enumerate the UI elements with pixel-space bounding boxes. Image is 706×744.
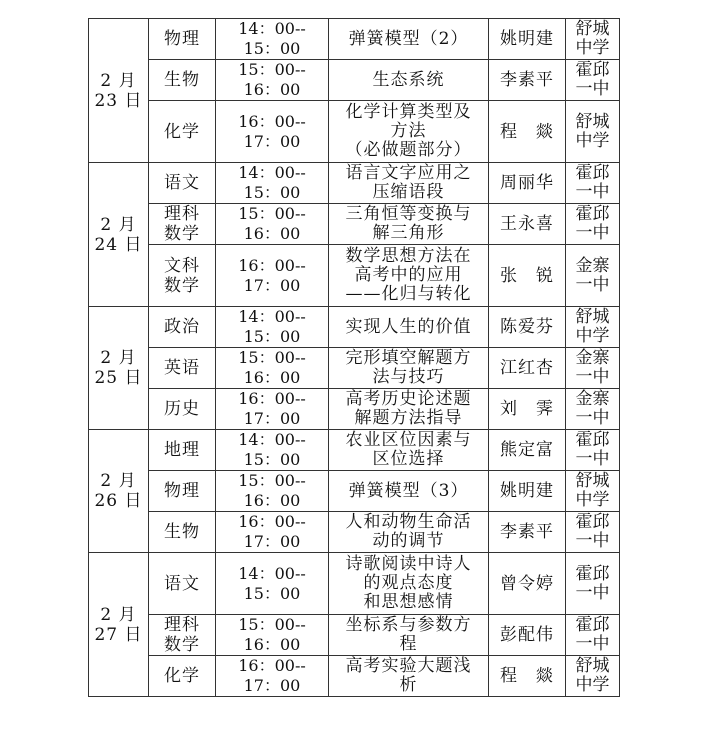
subject-line: 生物 [164, 70, 200, 90]
time-line: 17：00 [243, 131, 301, 151]
date-line: 2 月 [100, 604, 137, 625]
teacher-cell: 曾令婷 [489, 553, 566, 615]
teacher-cell: 程 燚 [489, 656, 566, 697]
time-line: 17：00 [243, 409, 301, 428]
time-line: 14：00-- [238, 19, 306, 38]
topic-line: 区位选择 [372, 449, 445, 469]
subject-cell [149, 348, 216, 389]
date-cell [89, 430, 149, 553]
time-line: 15：00-- [238, 204, 306, 223]
time-cell [216, 245, 329, 307]
time-line: 15：00-- [238, 348, 306, 367]
time-cell [216, 553, 329, 615]
subject-line: 物理 [164, 29, 200, 49]
school-line: 中学 [575, 38, 610, 58]
table-row [89, 163, 620, 204]
teacher-cell: 彭配伟 [489, 615, 566, 656]
time-line: 16：00 [243, 368, 301, 387]
table-row [89, 348, 620, 389]
school-cell [566, 101, 620, 163]
teacher-cell: 张 锐 [489, 245, 566, 307]
time-cell [216, 101, 329, 163]
school-line: 霍邱 [575, 60, 610, 80]
time-line: 15：00 [243, 39, 301, 58]
topic-line: 弹簧模型（2） [348, 28, 469, 49]
topic-line: （必做题部分） [345, 140, 472, 160]
topic-cell [329, 553, 489, 615]
time-line: 15：00-- [238, 60, 306, 79]
time-line: 16：00-- [238, 656, 306, 675]
schedule-table [88, 18, 620, 697]
topic-line: 高考中的应用 [354, 265, 463, 285]
time-line: 16：00-- [238, 389, 306, 408]
date-line: 27 日 [94, 624, 143, 645]
subject-line: 化学 [164, 666, 200, 686]
table-row [89, 307, 620, 348]
subject-line: 历史 [164, 399, 200, 419]
topic-line: 析 [399, 675, 418, 695]
school-cell [566, 471, 620, 512]
topic-cell [329, 19, 489, 60]
teacher-cell: 周丽华 [489, 163, 566, 204]
school-line: 霍邱 [575, 430, 610, 450]
topic-cell [329, 615, 489, 656]
school-line: 舒城 [575, 656, 610, 676]
topic-line: 动的调节 [372, 531, 445, 551]
table-row [89, 101, 620, 163]
date-cell [89, 307, 149, 430]
time-cell [216, 307, 329, 348]
time-line: 17：00 [243, 275, 301, 295]
time-line: 16：00-- [238, 512, 306, 531]
time-cell [216, 471, 329, 512]
teacher-cell: 李素平 [489, 60, 566, 101]
school-line: 一中 [575, 634, 610, 654]
topic-line: 弹簧模型（3） [348, 480, 469, 501]
time-line: 17：00 [243, 532, 301, 551]
topic-line: 生态系统 [372, 69, 445, 90]
school-line: 霍邱 [575, 615, 610, 635]
school-cell [566, 204, 620, 245]
topic-line: 人和动物生命活 [345, 512, 472, 532]
school-line: 一中 [575, 531, 610, 551]
school-cell [566, 163, 620, 204]
school-cell [566, 60, 620, 101]
topic-line: 完形填空解题方 [345, 348, 472, 368]
time-line: 16：00 [243, 491, 301, 510]
date-cell [89, 553, 149, 697]
subject-cell [149, 101, 216, 163]
subject-cell [149, 204, 216, 245]
school-cell [566, 245, 620, 307]
school-cell [566, 19, 620, 60]
date-line: 2 月 [100, 214, 137, 235]
topic-line: 坐标系与参数方 [345, 615, 472, 635]
school-line: 一中 [575, 582, 610, 603]
teacher-cell: 熊定富 [489, 430, 566, 471]
school-line: 霍邱 [575, 512, 610, 532]
time-line: 14：00-- [238, 307, 306, 326]
school-line: 霍邱 [575, 204, 610, 224]
table-row [89, 60, 620, 101]
date-line: 2 月 [100, 70, 137, 91]
table-row [89, 615, 620, 656]
topic-line: 高考实验大题浅 [345, 656, 472, 676]
topic-line: 语言文字应用之 [345, 163, 472, 183]
school-line: 中学 [575, 675, 610, 695]
time-line: 17：00 [243, 676, 301, 695]
teacher-cell: 李素平 [489, 512, 566, 553]
school-line: 中学 [575, 130, 610, 151]
table-row [89, 204, 620, 245]
topic-line: 数学思想方法在 [345, 246, 472, 266]
subject-cell [149, 512, 216, 553]
table-row [89, 471, 620, 512]
time-cell [216, 163, 329, 204]
subject-line: 理科 [164, 204, 200, 224]
subject-cell [149, 19, 216, 60]
school-line: 一中 [575, 408, 610, 428]
date-line: 26 日 [94, 491, 143, 511]
teacher-cell: 王永喜 [489, 204, 566, 245]
topic-line: 农业区位因素与 [345, 430, 472, 450]
teacher-cell: 程 燚 [489, 101, 566, 163]
subject-line: 化学 [164, 121, 200, 142]
time-cell [216, 615, 329, 656]
school-line: 金寨 [575, 348, 610, 368]
table-row [89, 430, 620, 471]
school-cell [566, 656, 620, 697]
table-row [89, 389, 620, 430]
school-line: 一中 [575, 182, 610, 202]
school-cell [566, 430, 620, 471]
teacher-cell: 江红杏 [489, 348, 566, 389]
topic-line: 压缩语段 [372, 182, 445, 202]
table-row [89, 19, 620, 60]
time-line: 14：00-- [238, 563, 306, 583]
school-cell [566, 553, 620, 615]
school-cell [566, 615, 620, 656]
subject-line: 文科 [164, 255, 200, 276]
date-line: 23 日 [94, 90, 143, 111]
topic-cell [329, 471, 489, 512]
subject-line: 语文 [164, 173, 200, 193]
subject-line: 地理 [164, 440, 200, 460]
school-cell [566, 389, 620, 430]
school-line: 中学 [575, 326, 610, 346]
topic-cell [329, 204, 489, 245]
time-line: 15：00 [243, 327, 301, 346]
school-cell [566, 348, 620, 389]
subject-cell [149, 389, 216, 430]
subject-line: 英语 [164, 358, 200, 378]
school-line: 霍邱 [575, 163, 610, 183]
subject-line: 政治 [164, 317, 200, 337]
subject-cell [149, 615, 216, 656]
topic-cell [329, 60, 489, 101]
date-line: 25 日 [94, 368, 143, 388]
time-line: 15：00 [243, 183, 301, 202]
time-cell [216, 19, 329, 60]
time-line: 15：00-- [238, 471, 306, 490]
school-line: 一中 [575, 223, 610, 243]
topic-cell [329, 101, 489, 163]
teacher-cell: 陈爱芬 [489, 307, 566, 348]
topic-line: 解题方法指导 [354, 408, 463, 428]
subject-cell [149, 471, 216, 512]
topic-line: 解三角形 [372, 223, 445, 243]
time-line: 15：00-- [238, 615, 306, 634]
time-line: 14：00-- [238, 163, 306, 182]
school-line: 舒城 [575, 19, 610, 39]
table-row [89, 245, 620, 307]
subject-cell [149, 553, 216, 615]
school-line: 舒城 [575, 307, 610, 327]
subject-cell [149, 430, 216, 471]
school-line: 一中 [575, 79, 610, 99]
subject-cell [149, 307, 216, 348]
table-row [89, 553, 620, 615]
date-cell [89, 163, 149, 307]
subject-line: 语文 [164, 573, 200, 594]
topic-line: 法与技巧 [372, 367, 445, 387]
topic-cell [329, 430, 489, 471]
subject-cell [149, 656, 216, 697]
subject-line: 生物 [164, 522, 200, 542]
topic-cell [329, 307, 489, 348]
subject-line: 数学 [164, 224, 200, 244]
subject-cell [149, 60, 216, 101]
subject-cell [149, 163, 216, 204]
topic-cell [329, 348, 489, 389]
school-line: 一中 [575, 367, 610, 387]
time-line: 16：00 [243, 80, 301, 99]
teacher-cell: 姚明建 [489, 471, 566, 512]
date-cell [89, 19, 149, 163]
time-line: 15：00 [243, 583, 301, 603]
time-cell [216, 512, 329, 553]
time-cell [216, 656, 329, 697]
time-cell [216, 60, 329, 101]
topic-cell [329, 389, 489, 430]
table-row [89, 512, 620, 553]
school-cell [566, 512, 620, 553]
topic-line: 和思想感情 [363, 592, 454, 612]
school-line: 金寨 [575, 255, 610, 276]
school-line: 霍邱 [575, 563, 610, 584]
time-line: 14：00-- [238, 430, 306, 449]
school-line: 中学 [575, 490, 610, 510]
teacher-cell: 刘 霁 [489, 389, 566, 430]
school-cell [566, 307, 620, 348]
school-line: 一中 [575, 449, 610, 469]
time-cell [216, 430, 329, 471]
topic-line: 实现人生的价值 [345, 316, 472, 337]
subject-cell [149, 245, 216, 307]
subject-line: 数学 [164, 635, 200, 655]
topic-line: 的观点态度 [363, 573, 454, 593]
time-cell [216, 389, 329, 430]
school-line: 舒城 [575, 111, 610, 132]
time-line: 15：00 [243, 450, 301, 469]
topic-line: 方法 [390, 121, 427, 141]
topic-line: 程 [399, 634, 418, 654]
time-line: 16：00-- [238, 111, 306, 131]
topic-cell [329, 512, 489, 553]
time-line: 16：00 [243, 635, 301, 654]
subject-line: 物理 [164, 481, 200, 501]
topic-line: 三角恒等变换与 [345, 204, 472, 224]
topic-cell [329, 245, 489, 307]
date-line: 2 月 [100, 348, 137, 368]
schedule-body [89, 19, 620, 697]
date-line: 24 日 [94, 234, 143, 255]
topic-cell [329, 163, 489, 204]
school-line: 金寨 [575, 389, 610, 409]
subject-line: 理科 [164, 615, 200, 635]
time-cell [216, 348, 329, 389]
teacher-cell: 姚明建 [489, 19, 566, 60]
subject-line: 数学 [164, 275, 200, 296]
time-cell [216, 204, 329, 245]
time-line: 16：00-- [238, 255, 306, 275]
topic-line: 诗歌阅读中诗人 [345, 554, 472, 574]
topic-line: ——化归与转化 [345, 284, 472, 304]
topic-line: 高考历史论述题 [345, 389, 472, 409]
school-line: 舒城 [575, 471, 610, 491]
date-line: 2 月 [100, 471, 137, 491]
topic-cell [329, 656, 489, 697]
topic-line: 化学计算类型及 [345, 102, 472, 122]
school-line: 一中 [575, 274, 610, 295]
time-line: 16：00 [243, 224, 301, 243]
table-row [89, 656, 620, 697]
